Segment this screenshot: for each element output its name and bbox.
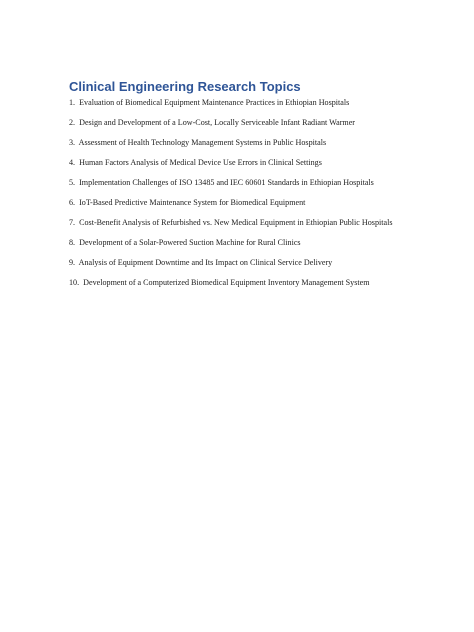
topic-text: Development of a Solar-Powered Suction Machine for Rural Clinics [79, 238, 301, 247]
topic-number: 1. [69, 98, 76, 107]
topic-number: 10. [69, 278, 80, 287]
topic-number: 5. [69, 178, 76, 187]
topic-item [69, 97, 409, 108]
topic-item [69, 137, 409, 148]
topic-text: Assessment of Health Technology Management Systems in Public Hospitals [78, 138, 327, 147]
topic-number: 8. [69, 238, 76, 247]
topic-item [69, 257, 409, 268]
topic-text: IoT-Based Predictive Maintenance System for Biomedical Equipment [79, 198, 306, 207]
topic-text: Analysis of Equipment Downtime and Its Impact on Clinical Service Delivery [78, 258, 333, 267]
topic-number: 6. [69, 198, 76, 207]
topic-list [69, 97, 409, 288]
topic-number: 4. [69, 158, 76, 167]
topic-item [69, 237, 409, 248]
topic-item [69, 217, 409, 228]
topic-text: Implementation Challenges of ISO 13485 and IEC 60601 Standards in Ethiopian Hospitals [79, 178, 374, 187]
topic-item [69, 197, 409, 208]
topic-number: 7. [69, 218, 76, 227]
document-content [69, 79, 409, 297]
topic-text: Design and Development of a Low-Cost, Locally Serviceable Infant Radiant Warmer [79, 118, 355, 127]
topic-number: 9. [69, 258, 76, 267]
topic-item [69, 177, 409, 188]
topic-item [69, 117, 409, 128]
topic-text: Development of a Computerized Biomedical Equipment Inventory Management System [83, 278, 370, 287]
topic-item [69, 157, 409, 168]
topic-text: Evaluation of Biomedical Equipment Maintenance Practices in Ethiopian Hospitals [79, 98, 350, 107]
topic-text: Cost-Benefit Analysis of Refurbished vs. New Medical Equipment in Ethiopian Public Hospitals [79, 218, 393, 227]
topic-item [69, 277, 409, 288]
topic-text: Human Factors Analysis of Medical Device Use Errors in Clinical Settings [79, 158, 322, 167]
topic-number: 3. [69, 138, 76, 147]
topic-number: 2. [69, 118, 76, 127]
document-title: Clinical Engineering Research Topics [69, 79, 301, 94]
